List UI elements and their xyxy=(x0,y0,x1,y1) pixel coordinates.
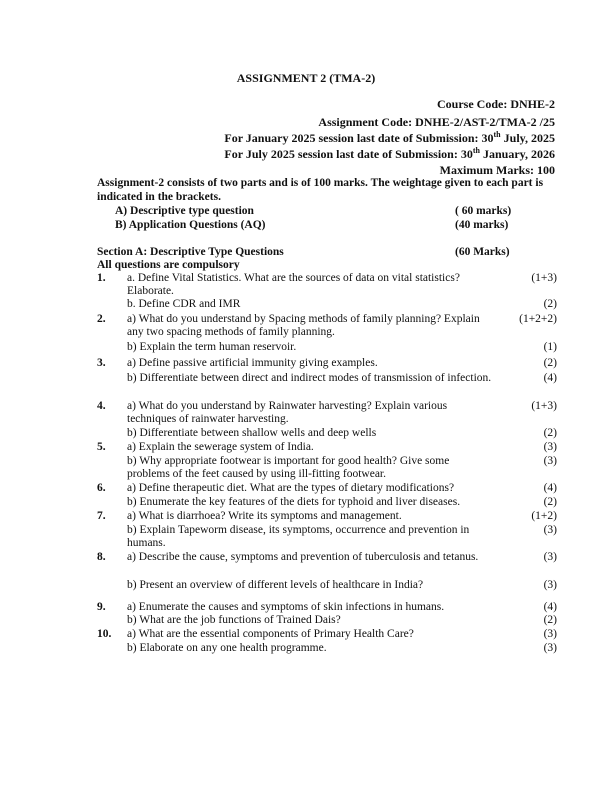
question-marks: (2) xyxy=(543,357,557,369)
assignment-title: ASSIGNMENT 2 (TMA-2) xyxy=(236,71,376,85)
question-part: a) What do you understand by Rainwater harvesting? Explain various techniques of rainwater harvesting. xyxy=(127,400,448,425)
section-a-heading: Section A: Descriptive Type Questions xyxy=(97,246,284,258)
question-marks: (3) xyxy=(543,455,557,467)
question-marks: (1) xyxy=(543,341,557,353)
question-number: 1. xyxy=(97,272,106,284)
question-part: a) What is diarrhoea? Write its symptoms and management. xyxy=(127,510,402,522)
question-marks: (4) xyxy=(543,372,557,384)
question-marks: (1+2+2) xyxy=(519,313,557,325)
question-part: b) Differentiate between direct and indirect modes of transmission of infection. xyxy=(127,372,492,384)
question-marks: (1+3) xyxy=(531,400,557,412)
question-number: 8. xyxy=(97,551,106,563)
question-marks: (3) xyxy=(543,441,557,453)
question-part: b) Enumerate the key features of the diets for typhoid and liver diseases. xyxy=(127,496,461,508)
question-number: 6. xyxy=(97,482,106,494)
assignment-intro: Assignment-2 consists of two parts and is of 100 marks. The weightage given to each part is indicated in the brackets. xyxy=(97,177,544,203)
section-a-marks: (60 Marks) xyxy=(455,246,510,258)
part-b-marks: (40 marks) xyxy=(455,219,509,231)
maximum-marks: Maximum Marks: 100 xyxy=(439,163,555,177)
question-marks: (3) xyxy=(543,642,557,654)
question-number: 9. xyxy=(97,601,106,613)
question-number: 2. xyxy=(97,313,106,325)
question-part: b) Explain the term human reservoir. xyxy=(127,341,297,353)
question-number: 10. xyxy=(97,628,112,640)
question-number: 3. xyxy=(97,357,106,369)
part-a-label: A) Descriptive type question xyxy=(115,205,254,217)
question-part: a) Enumerate the causes and symptoms of skin infections in humans. xyxy=(127,601,445,613)
question-marks: (1+3) xyxy=(531,272,557,284)
question-marks: (3) xyxy=(543,628,557,640)
question-part: a) Define therapeutic diet. What are the types of dietary modifications? xyxy=(127,482,455,494)
question-part: a) What do you understand by Spacing methods of family planning? Explain any two spacing methods of family planning. xyxy=(127,313,480,338)
course-code: Course Code: DNHE-2 xyxy=(437,97,555,111)
compulsory-note: All questions are compulsory xyxy=(97,259,240,271)
question-number: 7. xyxy=(97,510,106,522)
question-part: b. Define CDR and IMR xyxy=(127,298,241,310)
question-part: b) Differentiate between shallow wells and deep wells xyxy=(127,427,377,439)
question-marks: (2) xyxy=(543,298,557,310)
question-part: a) Describe the cause, symptoms and prevention of tuberculosis and tetanus. xyxy=(127,551,479,563)
question-marks: (4) xyxy=(543,601,557,613)
part-a-marks: ( 60 marks) xyxy=(455,205,512,217)
question-marks: (4) xyxy=(543,482,557,494)
question-marks: (3) xyxy=(543,579,557,591)
question-part: b) Why appropriate footwear is important for good health? Give some problems of the feet caused by using ill-fitting footwear. xyxy=(127,455,450,480)
question-marks: (2) xyxy=(543,427,557,439)
question-part: b) Explain Tapeworm disease, its symptoms, occurrence and prevention in humans. xyxy=(127,524,470,549)
question-part: b) Present an overview of different levels of healthcare in India? xyxy=(127,579,424,591)
question-part: a) What are the essential components of Primary Health Care? xyxy=(127,628,414,640)
january-session-deadline: For January 2025 session last date of Submission: 30th July, 2025 xyxy=(224,130,555,145)
question-marks: (3) xyxy=(543,551,557,563)
question-part: a) Define passive artificial immunity giving examples. xyxy=(127,357,378,369)
question-marks: (2) xyxy=(543,496,557,508)
question-number: 5. xyxy=(97,441,106,453)
question-marks: (2) xyxy=(543,614,557,626)
question-marks: (1+2) xyxy=(531,510,557,522)
question-part: b) Elaborate on any one health programme. xyxy=(127,642,327,654)
question-marks: (3) xyxy=(543,524,557,536)
assignment-code: Assignment Code: DNHE-2/AST-2/TMA-2 /25 xyxy=(318,115,555,129)
question-part: a. Define Vital Statistics. What are the sources of data on vital statistics? Elaborate. xyxy=(127,272,460,297)
question-number: 4. xyxy=(97,400,106,412)
july-session-deadline: For July 2025 session last date of Submission: 30th January, 2026 xyxy=(224,146,555,161)
part-b-label: B) Application Questions (AQ) xyxy=(115,219,266,231)
question-part: a) Explain the sewerage system of India. xyxy=(127,441,314,453)
question-part: b) What are the job functions of Trained Dais? xyxy=(127,614,341,626)
